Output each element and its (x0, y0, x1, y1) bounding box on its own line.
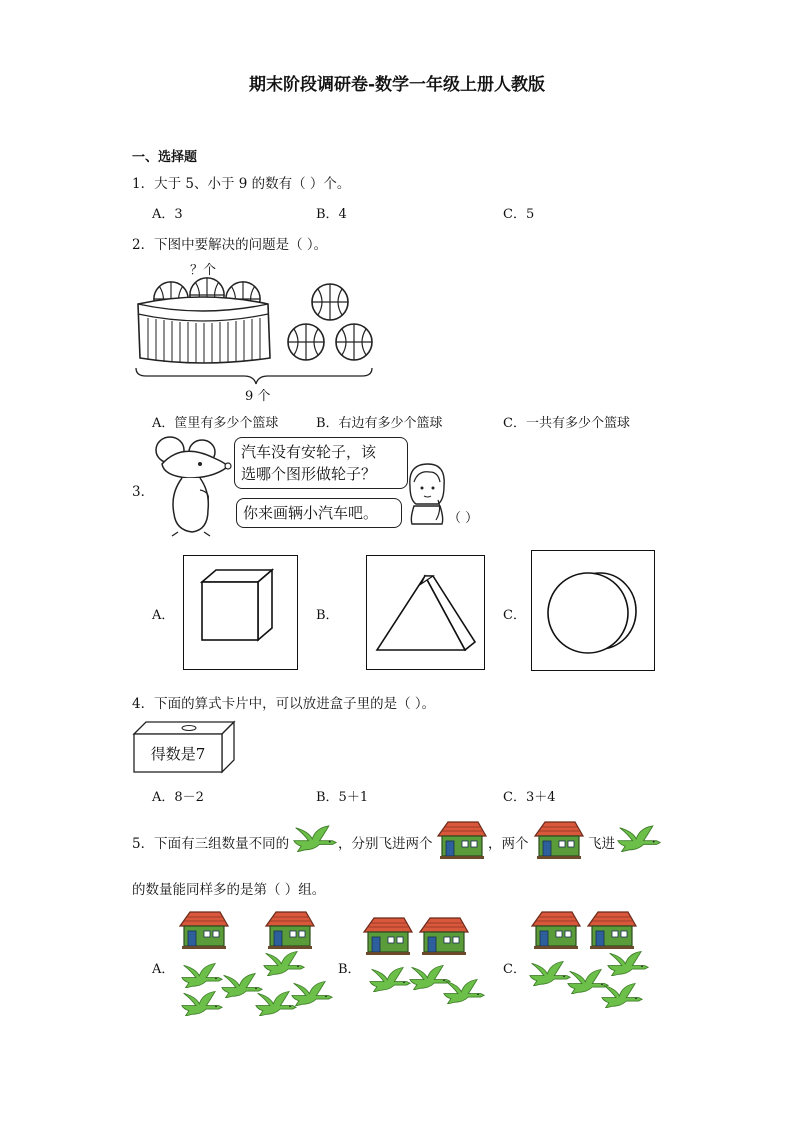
bird-icon (444, 980, 484, 1005)
q2-option-b[interactable]: B．右边有多少个篮球 (316, 416, 443, 431)
bird-icon (292, 822, 338, 856)
bubble-line-2: 选哪个图形做轮子？ (241, 465, 377, 483)
cylinder-icon (532, 551, 654, 670)
question-5-part4: 飞进 (588, 836, 615, 852)
q1-option-a[interactable]: A．3 (152, 207, 183, 222)
section-heading: 一、选择题 (132, 150, 198, 165)
house-icon (533, 820, 585, 860)
house-icon (364, 918, 412, 955)
basketball-icon (288, 324, 324, 360)
bird-icon (608, 952, 648, 977)
q4-option-a[interactable]: A．8－2 (152, 790, 204, 805)
q5-option-c[interactable]: C． (503, 962, 526, 977)
house-icon (588, 912, 636, 949)
house-icon (532, 912, 580, 949)
basketball-illustration (132, 276, 382, 386)
q3-cylinder-frame[interactable] (531, 550, 655, 671)
bird-icon (568, 970, 608, 995)
q3-prism-frame[interactable] (366, 555, 485, 670)
question-4-stem: 4．下面的算式卡片中，可以放进盒子里的是（ ）。 (132, 696, 436, 712)
house-icon (436, 820, 488, 860)
q5-option-b[interactable]: B． (338, 962, 361, 977)
mouse-icon (152, 434, 232, 538)
house-icon (180, 912, 228, 949)
q5-group-b[interactable] (360, 914, 490, 1010)
question-5-part2: ，分别飞进两个 (338, 836, 433, 852)
bird-icon (182, 992, 222, 1017)
q4-option-c[interactable]: C．3＋4 (503, 790, 556, 805)
q2-total-label: 9 个 (245, 389, 271, 404)
bird-icon (410, 966, 450, 991)
question-5-line2: 的数量能同样多的是第（ ）组。 (132, 882, 326, 898)
q3-option-c[interactable]: C． (503, 608, 526, 623)
bird-icon (370, 968, 410, 993)
house-icon (420, 918, 468, 955)
question-5-part1: 5．下面有三组数量不同的 (132, 836, 290, 852)
q4-option-b[interactable]: B．5＋1 (316, 790, 369, 805)
question-5-part3: ，两个 (488, 836, 529, 852)
q5-option-a[interactable]: A． (152, 962, 175, 977)
cube-icon (184, 556, 297, 669)
q3-option-b[interactable]: B． (316, 608, 339, 623)
house-icon (266, 912, 314, 949)
girl-speech-bubble: 你来画辆小汽车吧。 (236, 498, 402, 528)
question-2-stem: 2．下图中要解决的问题是（ ）。 (132, 237, 328, 253)
bird-icon (222, 974, 262, 999)
box-label: 得数是7 (150, 745, 206, 763)
bird-icon (292, 982, 332, 1007)
bubble-line-1: 汽车没有安轮子，该 (241, 443, 377, 461)
q2-unknown-label: ？个 (190, 263, 217, 278)
q1-option-b[interactable]: B．4 (316, 207, 347, 222)
q5-group-a[interactable] (176, 908, 336, 1018)
q1-option-c[interactable]: C．5 (503, 207, 535, 222)
basketball-icon (336, 324, 372, 360)
basketball-icon (312, 284, 348, 320)
page-title: 期末阶段调研卷-数学一年级上册人教版 (248, 75, 546, 95)
girl-icon (402, 460, 452, 526)
question-1-stem: 1．大于 5、小于 9 的数有（ ）个。 (132, 176, 351, 192)
bird-icon (256, 992, 296, 1017)
q2-option-c[interactable]: C．一共有多少个篮球 (503, 416, 630, 431)
q3-option-a[interactable]: A． (152, 608, 175, 623)
q5-group-c[interactable] (526, 908, 656, 1016)
bird-icon (264, 952, 304, 977)
bird-icon (616, 822, 662, 856)
q3-answer-blank[interactable]: （ ） (448, 511, 479, 526)
question-3-number: 3． (132, 484, 155, 500)
bird-icon (182, 964, 222, 989)
q3-cube-frame[interactable] (183, 555, 298, 670)
mouse-speech-bubble (234, 437, 408, 489)
q2-option-a[interactable]: A．筐里有多少个篮球 (152, 416, 279, 431)
bird-icon (530, 962, 570, 987)
triangular-prism-icon (367, 556, 484, 669)
bird-icon (602, 984, 642, 1009)
basket (138, 278, 270, 363)
